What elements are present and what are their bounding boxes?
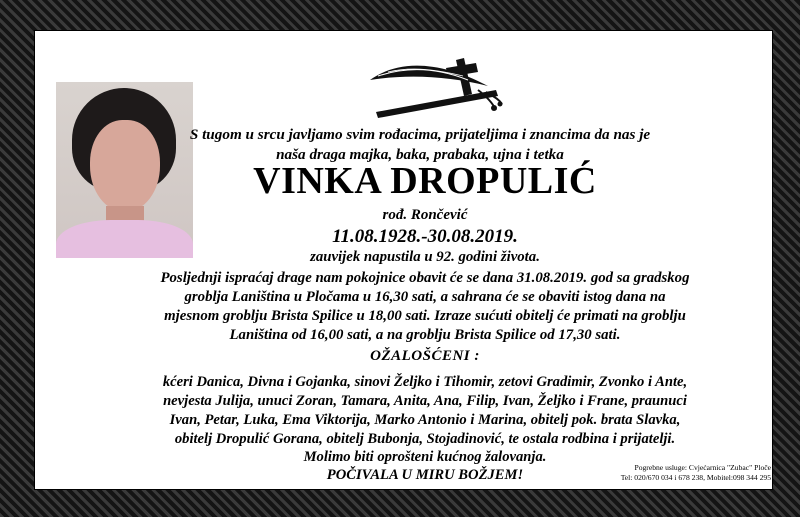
deceased-name: VINKA DROPULIĆ [253,160,597,202]
business-name: Pogrebne usluge: Cvjećarnica "Zubac" Ploče [634,463,771,472]
maiden-name: rođ. Rončević [382,207,468,223]
business-contact: Tel: 020/670 034 i 678 238, Mobitel:098 344 295 [620,473,771,482]
intro-line: naša draga majka, baka, prabaka, ujna i tetka [276,146,564,163]
life-dates: 11.08.1928.-30.08.2019. [332,226,518,247]
mourners-line: Ivan, Petar, Luka, Ema Viktorija, Marko Antonio i Marina, obitelj pok. brata Slavka, [169,412,681,428]
mourners-heading: OŽALOŠĆENI : [370,348,480,364]
funeral-line: Posljednji ispraćaj drage nam pokojnice obavit će se dana 31.08.2019. god sa gradskog [160,270,690,286]
funeral-line: mjesnom groblju Brista Spilice u 18,00 sati. Izraze sućuti obitelj će primati na groblju [164,308,686,324]
intro-line: S tugom u srcu javljamo svim rođacima, prijateljima i znancima da nas je [189,126,651,143]
mourners-line: nevjesta Julija, unuci Zoran, Tamara, Anita, Ana, Filip, Ivan, Željko i Frane, praunuci [163,393,687,409]
mourners-line: obitelj Dropulić Gorana, obitelj Bubonja, Stojadinović, te ostala rodbina i prijatelji. [174,431,676,447]
portrait-photo [56,82,193,258]
funeral-line: Laniština od 16,00 sati, a na groblju Brista Spilice od 17,30 sati. [229,327,621,343]
funeral-service-info [587,463,771,483]
closing-request: Molimo biti oprošteni kućnog žalovanja. [303,449,547,465]
age-line: zauvijek napustila u 92. godini života. [310,249,540,265]
rest-in-peace: POČIVALA U MIRU BOŽJEM! [326,467,524,483]
cross-icon [368,46,508,118]
mourners-line: kćeri Danica, Divna i Gojanka, sinovi Željko i Tihomir, zetovi Gradimir, Zvonko i Ante, [162,374,688,390]
funeral-line: groblja Laniština u Pločama u 16,30 sati, a sahrana će se obaviti istog dana na [184,289,666,305]
obituary-card [34,30,773,490]
